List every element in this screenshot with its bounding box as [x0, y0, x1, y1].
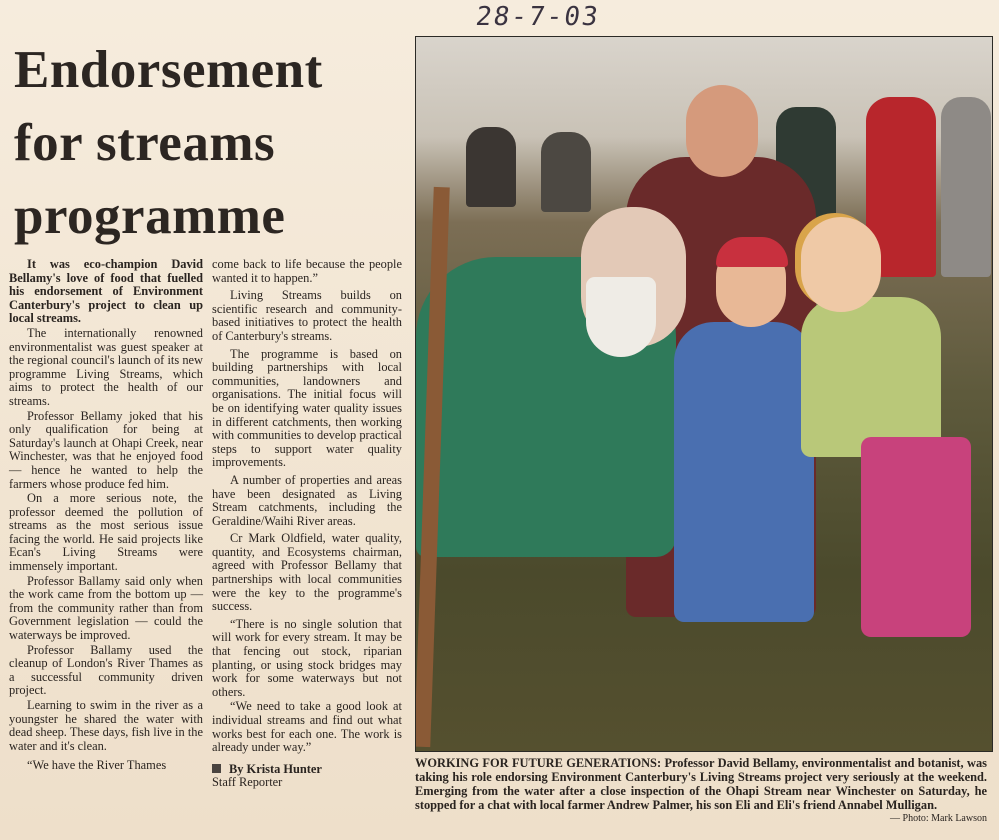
paragraph: Professor Ballamy used the cleanup of London's River Thames as a successful community driven project.	[9, 642, 203, 698]
article-column-2	[212, 258, 402, 790]
paragraph: Professor Bellamy joked that his only qualification for being at Saturday's launch at Ohapi Creek, near Winchester, was that he enjoyed food — hence he wanted to help the farmers whose produce fed him.	[9, 408, 203, 491]
crowd-figure	[941, 97, 991, 277]
paragraph: On a more serious note, the professor deemed the pollution of streams as the most serious issue facing the world. He said projects like Ecan's Living Streams were immensely important.	[9, 491, 203, 574]
paragraph: The internationally renowned environmentalist was guest speaker at the regional council's launch of its new programme Living Streams, which aims to protect the health of our streams.	[9, 325, 203, 408]
annabel-pants	[861, 437, 971, 637]
annabel-figure	[801, 297, 941, 457]
paragraph: Cr Mark Oldfield, water quality, quantity, and Ecosystems chairman, agreed with Professor Bellamy that partnerships with local communities were the key to the programme's success.	[212, 531, 402, 614]
byline-author: By Krista Hunter	[229, 761, 322, 776]
news-photo	[415, 36, 993, 752]
paragraph: It was eco-champion David Bellamy's love of food that fuelled his endorsement of Environment Canterbury's project to clean up local streams.	[9, 257, 203, 326]
paragraph: Living Streams builds on scientific research and community-based initiatives to protect the health of Canterbury's streams.	[212, 288, 402, 343]
annabel-head	[801, 217, 881, 312]
byline-role: Staff Reporter	[212, 775, 283, 790]
caption-text: WORKING FOR FUTURE GENERATIONS: Professor David Bellamy, environmentalist and botanist, was taking his role endorsing Environment Canterbury's Living Streams project very seriously at the weekend. Emerging from the water after a close inspection of the Ohapi Stream near Winchester on Saturday, he stopped for a chat with local farmer Andrew Palmer, his son Eli and Eli's friend Annabel Mulligan.	[415, 756, 987, 812]
paragraph: A number of properties and areas have been designated as Living Stream catchments, including the Geraldine/Waihi River areas.	[212, 472, 402, 528]
byline	[212, 763, 402, 790]
paragraph: “We have the River Thames	[27, 758, 167, 773]
handwritten-date: 28-7-03	[473, 2, 602, 32]
article-column-1	[9, 258, 203, 774]
farmer-head	[686, 85, 758, 177]
crowd-figure	[466, 127, 516, 207]
paragraph: Learning to swim in the river as a youngster he shared the water with dead sheep. These days, fish live in the water and it's clean.	[9, 698, 203, 753]
bellamy-beard	[586, 277, 656, 357]
paragraph: “There is no single solution that will work for every stream. It may be that fencing out stock, riparian planting, or using stock bridges may work for some waterways but not others.	[212, 616, 402, 699]
crowd-figure	[541, 132, 591, 212]
byline-square-icon	[212, 764, 221, 773]
photo-caption	[415, 756, 987, 826]
paragraph: “We need to take a good look at individual streams and find out what works best for each one. The work is already under way.”	[212, 699, 402, 755]
paragraph: come back to life because the people wanted it to happen.”	[212, 257, 402, 285]
paragraph: The programme is based on building partnerships with local communities, landowners and organisations. The initial focus will be on identifying water quality issues in different catchments, then working with communities to develop practical steps to support water quality improvements.	[212, 346, 402, 470]
headline: Endorsement for streams programme	[14, 41, 323, 245]
paragraph: Professor Ballamy said only when the work came from the bottom up — from the community rather than from Government legislation — could the waterways be improved.	[9, 573, 203, 643]
eli-cap	[716, 237, 788, 267]
photo-credit: — Photo: Mark Lawson	[890, 813, 987, 824]
eli-figure	[674, 322, 814, 622]
